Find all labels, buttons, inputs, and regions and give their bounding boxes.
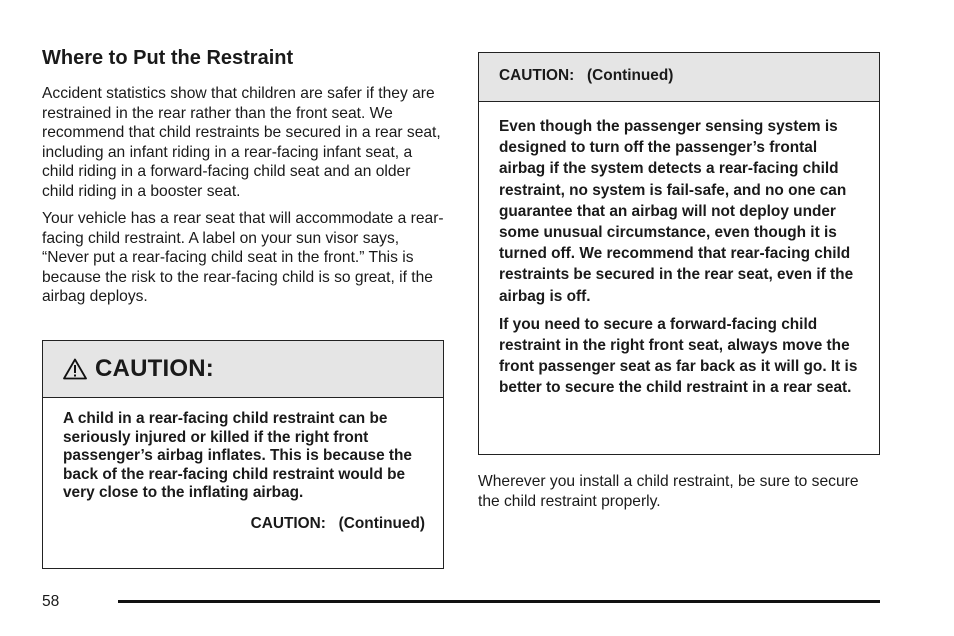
paragraph-rear-seat: Your vehicle has a rear seat that will accommodate a rear-facing child restraint. A label on your sun visor says, “Never put a rear-facing child seat in the front.” This is because the risk to the rear-facing child is so great, if the airbag deploys. [42, 210, 444, 305]
left-column [42, 46, 446, 315]
caution-continued-label: CAUTION: (Continued) [250, 514, 425, 532]
caution-box [42, 340, 444, 569]
caution-title: CAUTION: [95, 355, 214, 382]
caution-body [43, 398, 443, 533]
caution-text-forward-facing: If you need to secure a forward-facing child restraint in the right front seat, always move the front passenger seat as far back as it will go. It is better to secure the child restraint in a rear seat. [499, 315, 858, 397]
warning-triangle-icon [63, 358, 87, 380]
caution-continued-body [479, 102, 879, 399]
right-column [478, 52, 880, 527]
paragraph-install: Wherever you install a child restraint, be sure to secure the child restraint properly. [478, 473, 859, 510]
caution-header [43, 341, 443, 398]
footer-rule [118, 600, 880, 603]
caution-continued-header: CAUTION: (Continued) [479, 53, 879, 102]
paragraph-statistics: Accident statistics show that children are safer if they are restrained in the rear rather than the front seat. We recommend that child restraints be secured in a rear seat, including an infant riding in a rear-facing infant seat, a child riding in a forward-facing child seat and an older child riding in a booster seat. [42, 85, 441, 200]
page-number: 58 [42, 593, 60, 610]
section-heading: Where to Put the Restraint [42, 47, 294, 69]
caution-text-sensing: Even though the passenger sensing system is designed to turn off the passenger’s frontal airbag if the system detects a rear-facing child restraint, no system is fail-safe, and no one can guarantee that an airbag will not deploy under some unusual circumstance, even though it is turned off. We recommend that rear-facing child restraints be secured in the rear seat, even if the airbag is off. [499, 118, 854, 305]
caution-continued-box [478, 52, 880, 455]
caution-text: A child in a rear-facing child restraint can be seriously injured or killed if the right front passenger’s airbag inflates. This is because the back of the rear-facing child restraint would be very close to the inflating airbag. [63, 410, 412, 502]
